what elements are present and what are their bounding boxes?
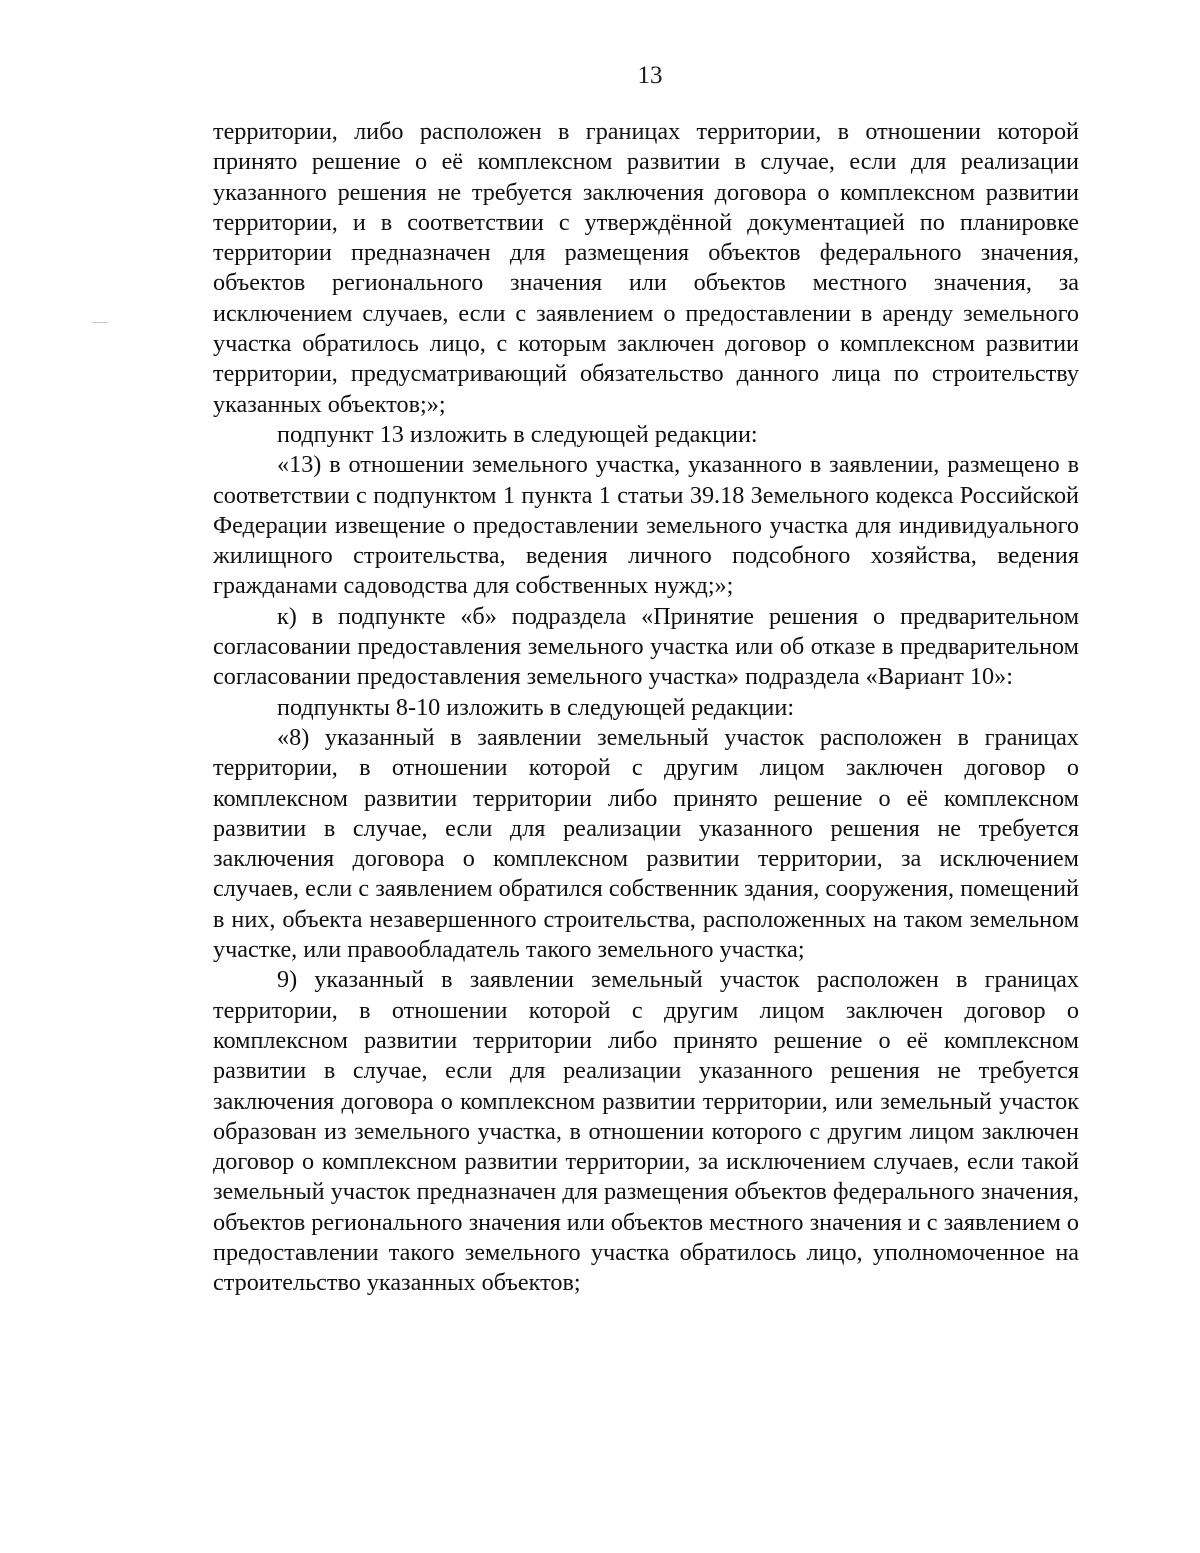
paragraph-subpoints-8-10-instruction: подпункты 8-10 изложить в следующей редакции: (277, 693, 795, 721)
paragraph-continuation: территории, либо расположен в границах территории, в отношении которой принято решение о её комплексном развитии в случае, если для реализации указанного решения не требуется заключения договора о комплексном развитии территории, и в соответствии с утверждённой документацией по планировке территории предназначен для размещения объектов федерального значения, объектов регионального значения или объектов местного значения, за исключением случаев, если с заявлением о предоставлении в аренду земельного участка обратилось лицо, с которым заключен договор о комплексном развитии территории, предусматривающий обязательство данного лица по строительству указанных объектов;»; (213, 118, 1079, 418)
paragraph-subpoint-8: «8) указанный в заявлении земельный участок расположен в границах территории, в отношении которой с другим лицом заключен договор о комплексном развитии территории либо принято решение о её комплексном развитии в случае, если для реализации указанного решения не требуется заключения договора о комплексном развитии территории, за исключением случаев, если с заявлением обратился собственник здания, сооружения, помещений в них, объекта незавершенного строительства, расположенных на таком земельном участке, или правообладатель такого земельного участка; (213, 723, 1079, 964)
paragraph-subpoint-13-instruction: подпункт 13 изложить в следующей редакции: (277, 420, 758, 448)
paragraph-subpoint-13-text: «13) в отношении земельного участка, указанного в заявлении, размещено в соответствии с подпунктом 1 пункта 1 статьи 39.18 Земельного кодекса Российской Федерации извещение о предоставлении земельного участка для индивидуального жилищного строительства, ведения личного подсобного хозяйства, ведения гражданами садоводства для собственных нужд;»; (213, 451, 1079, 600)
page-number: 13 (637, 62, 663, 89)
document-body (213, 117, 1079, 1299)
paragraph-subpoint-9: 9) указанный в заявлении земельный участок расположен в границах территории, в отношении которой с другим лицом заключен договор о комплексном развитии территории либо принято решение о её комплексном развитии в случае, если для реализации указанного решения не требуется заключения договора о комплексном развитии территории, или земельный участок образован из земельного участка, в отношении которого с другим лицом заключен договор о комплексном развитии территории, за исключением случаев, если такой земельный участок предназначен для размещения объектов федерального значения, объектов регионального значения или объектов местного значения и с заявлением о предоставлении такого земельного участка обратилось лицо, уполномоченное на строительство указанных объектов; (213, 966, 1079, 1297)
paragraph-item-k: к) в подпункте «б» подраздела «Принятие решения о предварительном согласовании предоставления земельного участка или об отказе в предварительном согласовании предоставления земельного участка» подраздела «Вариант 10»: (213, 602, 1079, 691)
scan-margin-mark (92, 322, 108, 323)
